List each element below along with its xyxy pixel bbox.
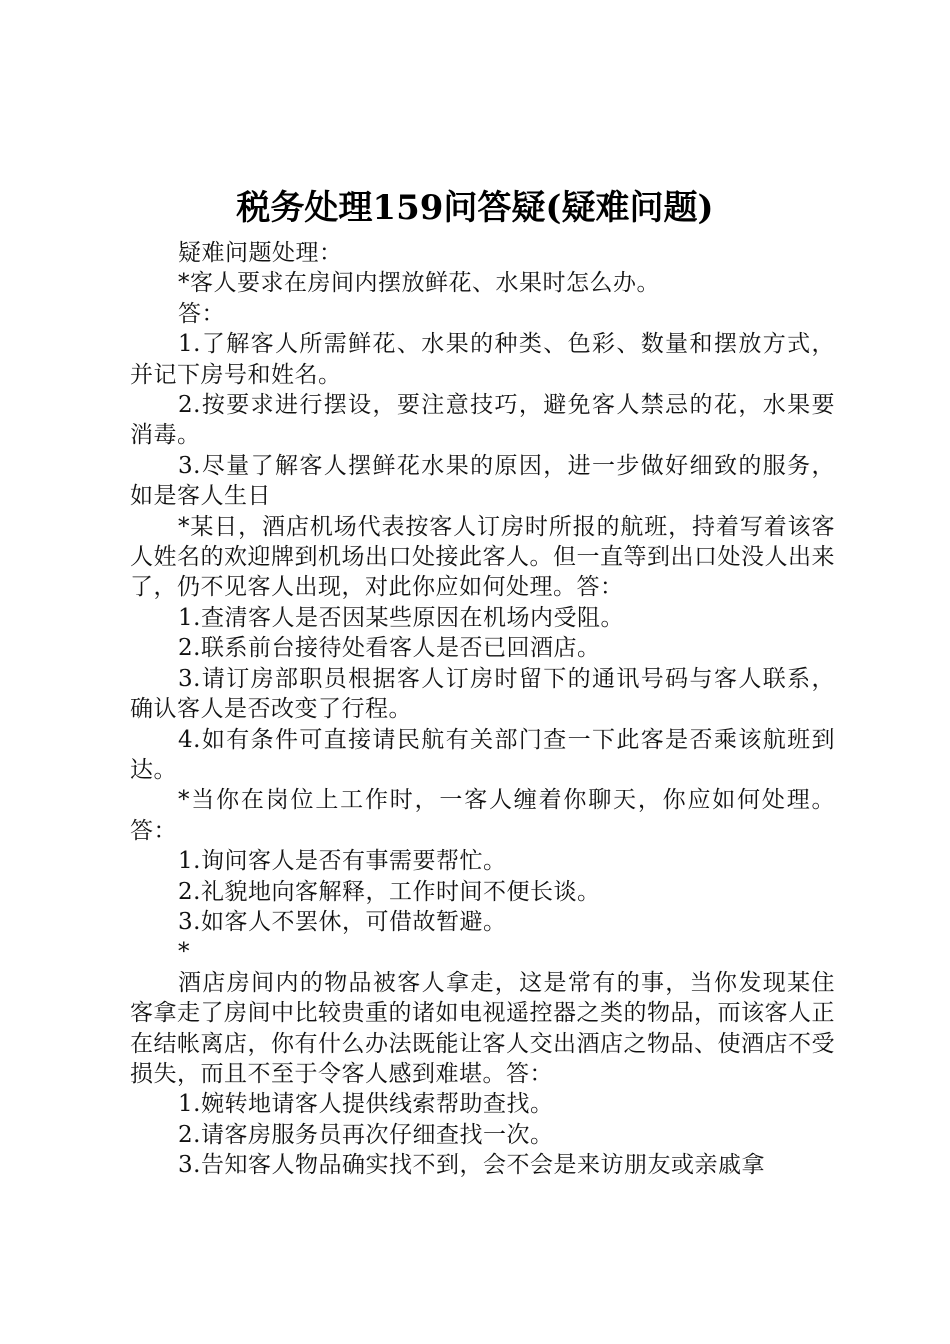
paragraph: *某日，酒店机场代表按客人订房时所报的航班，持着写着该客人姓名的欢迎牌到机场出口处接此客人。但一直等到出口处没人出来了，仍不见客人出现，对此你应如何处理。答： <box>130 513 835 601</box>
paragraph: *当你在岗位上工作时，一客人缠着你聊天，你应如何处理。答： <box>130 787 835 844</box>
paragraph: 1.婉转地请客人提供线索帮助查找。 <box>178 1091 554 1118</box>
paragraph: 答： <box>178 300 225 327</box>
paragraph: 酒店房间内的物品被客人拿走，这是常有的事，当你发现某住客拿走了房间中比较贵重的诸如电视遥控器之类的物品，而该客人正在结帐离店，你有什么办法既能让客人交出酒店之物品、使酒店不受损失，而且不至于令客人感到难堪。答： <box>130 969 835 1087</box>
paragraph: 3.告知客人物品确实找不到，会不会是来访朋友或亲戚拿 <box>178 1152 765 1179</box>
paragraph: 疑难问题处理： <box>178 240 343 266</box>
paragraph: 1.询问客人是否有事需要帮忙。 <box>178 848 507 875</box>
document-body <box>130 238 835 1181</box>
paragraph: 1.了解客人所需鲜花、水果的种类、色彩、数量和摆放方式，并记下房号和姓名。 <box>130 331 835 388</box>
paragraph: 3.尽量了解客人摆鲜花水果的原因，进一步做好细致的服务，如是客人生日 <box>130 452 835 510</box>
paragraph: 2.礼貌地向客解释，工作时间不便长谈。 <box>178 878 601 905</box>
paragraph: 3.如客人不罢休，可借故暂避。 <box>178 908 507 935</box>
paragraph: 2.请客房服务员再次仔细查找一次。 <box>178 1121 554 1148</box>
paragraph: 2.联系前台接待处看客人是否已回酒店。 <box>178 635 601 662</box>
paragraph: *客人要求在房间内摆放鲜花、水果时怎么办。 <box>178 270 660 297</box>
paragraph: 3.请订房部职员根据客人订房时留下的通讯号码与客人联系，确认客人是否改变了行程。 <box>130 665 835 723</box>
paragraph: 1.查清客人是否因某些原因在机场内受阻。 <box>178 604 624 631</box>
paragraph: 2.按要求进行摆设，要注意技巧，避免客人禁忌的花，水果要消毒。 <box>130 392 835 449</box>
document-title: 税务处理159问答疑(疑难问题) <box>236 188 714 228</box>
paragraph: 4.如有条件可直接请民航有关部门查一下此客是否乘该航班到达。 <box>130 726 835 783</box>
paragraph: * <box>178 939 190 966</box>
